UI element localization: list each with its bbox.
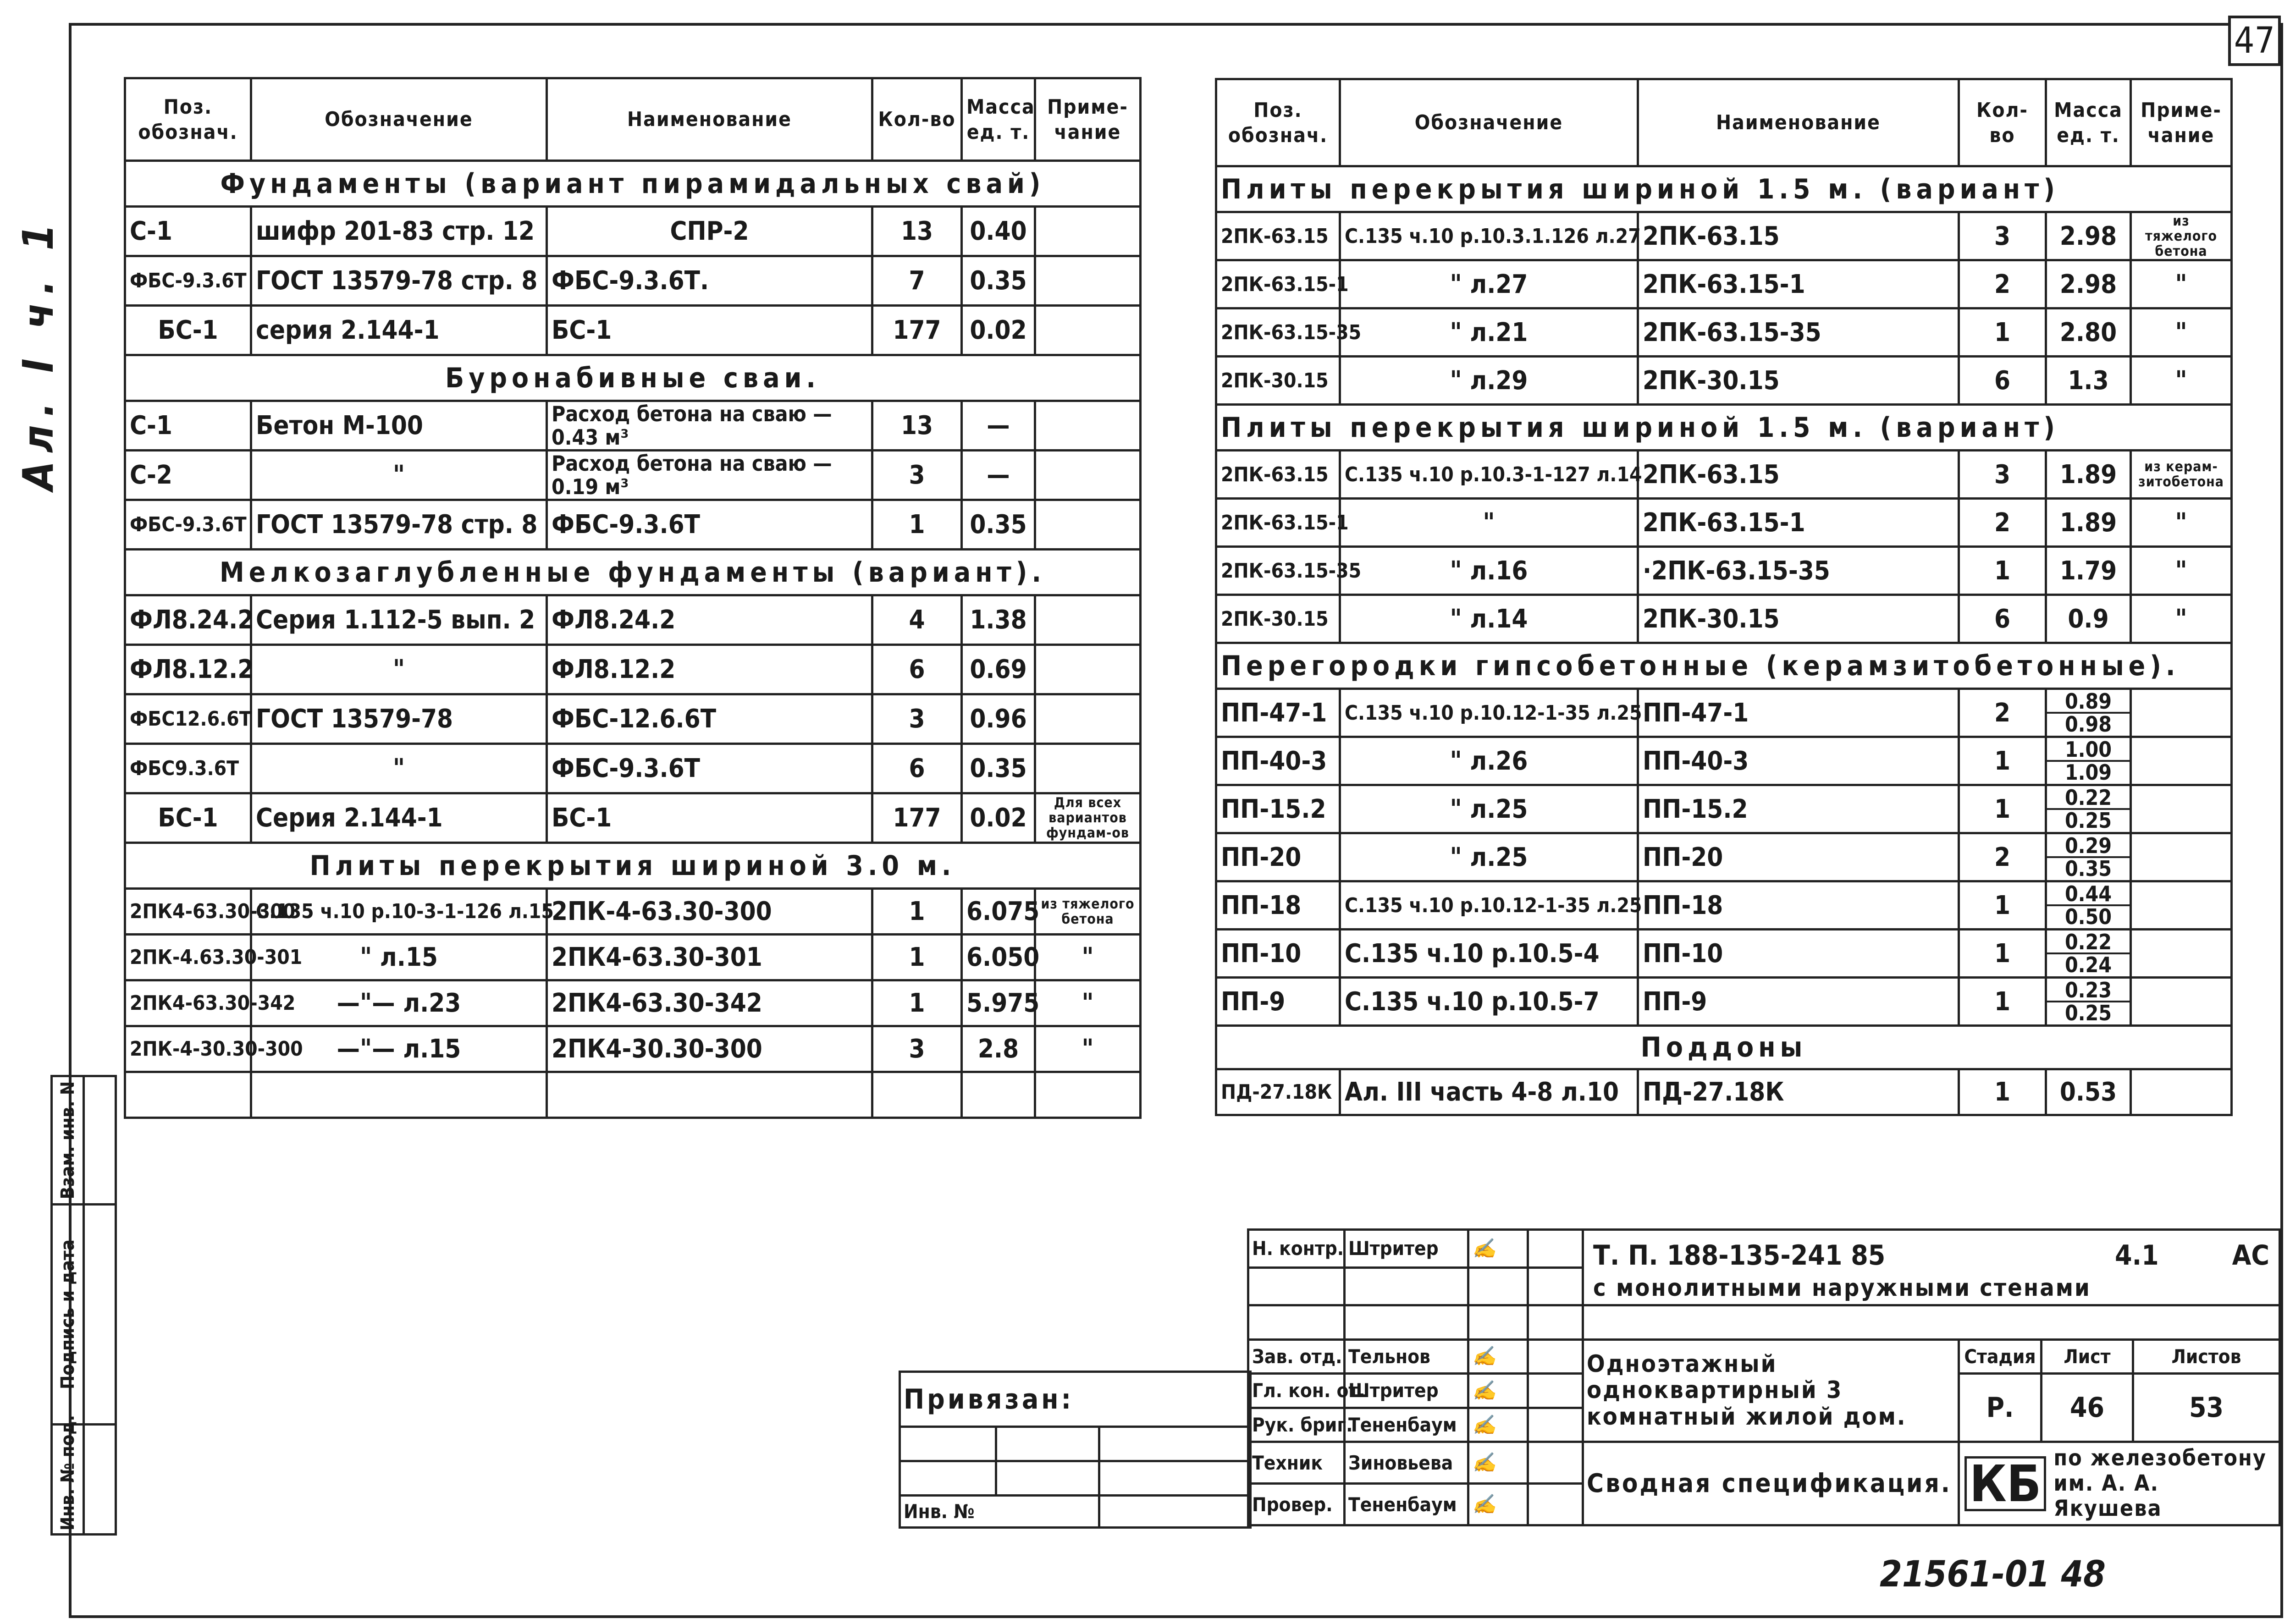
table-cell: С-2 xyxy=(125,451,251,500)
table-cell: Расход бетона на сваю — 0.43 м³ xyxy=(547,401,872,451)
table-cell: из тяжелого бетона xyxy=(1035,889,1141,935)
table-cell: С.135 ч.10 р.10.3.1.126 л.27 xyxy=(1340,212,1638,260)
header-pos: Поз. обознач. xyxy=(125,78,251,161)
table-row xyxy=(1216,833,2232,881)
table-cell: 2 xyxy=(1959,499,2046,547)
table-cell: 2ПК-63.15-35 xyxy=(1638,308,1959,357)
table-cell: " л.21 xyxy=(1340,308,1638,357)
mass-fraction-value: 1.00 xyxy=(2047,739,2130,762)
table-cell: " xyxy=(1035,935,1141,980)
table-cell: 0.35 xyxy=(962,500,1035,550)
table-cell: 6 xyxy=(1959,357,2046,405)
section-title: Плиты перекрытия шириной 1.5 м. (вариант) xyxy=(1216,405,2232,451)
table-cell: ФБС-9.3.6Т xyxy=(125,500,251,550)
table-cell: 2ПК-30.15 xyxy=(1216,357,1340,405)
table-cell: ПП-9 xyxy=(1216,978,1340,1026)
mass-fraction-value: 0.25 xyxy=(2064,808,2112,833)
table-cell: 2.80 xyxy=(2046,308,2131,357)
table-cell: ГОСТ 13579-78 стр. 8 xyxy=(251,500,547,550)
table-cell: ПП-10 xyxy=(1216,930,1340,978)
table-cell: Для всех вариантов фундам-ов xyxy=(1035,793,1141,843)
mass-fraction-value: 0.44 xyxy=(2047,883,2130,906)
table-cell: С.135 ч.10 р.10.12-1-35 л.25 xyxy=(1340,689,1638,737)
table-cell: С-1 xyxy=(125,207,251,256)
table-cell: 2ПК-63.15-1 xyxy=(1638,499,1959,547)
table-cell: " л.16 xyxy=(1340,547,1638,595)
table-cell xyxy=(2131,1069,2232,1115)
table-cell xyxy=(1035,645,1141,694)
table-row xyxy=(125,207,1141,256)
table-cell: С-1 xyxy=(125,401,251,451)
mass-fraction-value: 0.29 xyxy=(2047,835,2130,858)
mass-fraction-value: 0.89 xyxy=(2047,691,2130,714)
table-cell: 13 xyxy=(872,401,962,451)
table-cell: " xyxy=(251,744,547,793)
table-cell: ПП-10 xyxy=(1638,930,1959,978)
table-cell: Бетон М-100 xyxy=(251,401,547,451)
person-name: Тельнов xyxy=(1345,1339,1468,1374)
table-cell: ПП-40-3 xyxy=(1216,737,1340,785)
section-title: Перегородки гипсобетонные (керамзитобетонные). xyxy=(1216,643,2232,689)
table-cell: Ал. III часть 4-8 л.10 xyxy=(1340,1069,1638,1115)
table-cell: ФБС-9.3.6Т. xyxy=(547,256,872,306)
attached-label: Привязан: xyxy=(900,1372,1251,1427)
table-cell: ФБС-9.3.6Т xyxy=(547,500,872,550)
table-cell: 2 xyxy=(1959,260,2046,308)
mass-fraction-value: 0.24 xyxy=(2064,952,2112,977)
signature: ✍ xyxy=(1468,1339,1528,1374)
table-row xyxy=(125,935,1141,980)
stage-value: Р. xyxy=(1959,1374,2042,1442)
table-cell: " л.25 xyxy=(1340,833,1638,881)
table-cell: ГОСТ 13579-78 xyxy=(251,694,547,744)
table-cell: 2ПК-30.15 xyxy=(1638,595,1959,643)
table-cell: ФБС-9.3.6Т xyxy=(125,256,251,306)
table-cell: 2ПК-30.15 xyxy=(1216,595,1340,643)
table-cell: " xyxy=(2131,357,2232,405)
table-cell: 1.89 xyxy=(2046,451,2131,499)
table-cell: 2ПК-4-63.30-300 xyxy=(547,889,872,935)
table-cell: 2ПК-63.15 xyxy=(1216,451,1340,499)
table-cell: 2ПК-63.15-1 xyxy=(1216,260,1340,308)
header-mass: Масса ед. т. xyxy=(962,78,1035,161)
table-cell: ПП-9 xyxy=(1638,978,1959,1026)
table-cell: БС-1 xyxy=(547,306,872,355)
stamp-replace-label: Взам. инв. N xyxy=(52,1076,84,1205)
section-title: Мелкозаглубленные фундаменты (вариант). xyxy=(125,550,1141,595)
table-row xyxy=(125,694,1141,744)
table-cell: Серия 1.112-5 вып. 2 xyxy=(251,595,547,645)
table-cell: С.135 ч.10 р.10.12-1-35 л.25 xyxy=(1340,881,1638,930)
attached-block xyxy=(899,1371,1252,1529)
table-cell: С.135 ч.10 р.10-3-1-126 л.15 xyxy=(251,889,547,935)
table-cell: — xyxy=(962,401,1035,451)
table-cell: 6.075 xyxy=(962,889,1035,935)
project-name: Одноэтажный одноквартирный 3 комнатный жилой дом. xyxy=(1583,1339,1959,1442)
sheet-code: 4.1 xyxy=(2115,1239,2159,1272)
mass-fraction-value: 0.22 xyxy=(2047,931,2130,954)
table-cell: 2ПК-63.15-1 xyxy=(1638,260,1959,308)
table-row xyxy=(1216,499,2232,547)
page-number: 47 xyxy=(2228,16,2281,66)
table-row xyxy=(1216,978,2232,1026)
table-cell: " л.26 xyxy=(1340,737,1638,785)
table-row xyxy=(125,500,1141,550)
table-row xyxy=(125,451,1141,500)
table-cell: ПП-18 xyxy=(1216,881,1340,930)
sheets-label: Листов xyxy=(2133,1339,2280,1374)
table-row xyxy=(1216,785,2232,833)
table-cell: ФБС-12.6.6Т xyxy=(547,694,872,744)
table-cell: " xyxy=(1035,1026,1141,1072)
table-cell: ФБС12.6.6Т xyxy=(125,694,251,744)
table-row xyxy=(1216,212,2232,260)
table-cell: ФЛ8.12.2 xyxy=(125,645,251,694)
mass-fraction-value: 0.98 xyxy=(2064,712,2112,737)
person-name: Штритер xyxy=(1345,1374,1468,1408)
organization-name: по железобетону им. А. А. Якушева xyxy=(2053,1445,2267,1522)
table-cell xyxy=(1035,451,1141,500)
table-cell: С.135 ч.10 р.10.5-7 xyxy=(1340,978,1638,1026)
table-cell: " xyxy=(1340,499,1638,547)
table-cell: 0.35 xyxy=(962,744,1035,793)
table-cell: 1 xyxy=(872,500,962,550)
section-title: Поддоны xyxy=(1216,1026,2232,1069)
header-name: Наименование xyxy=(1638,79,1959,166)
table-cell: " xyxy=(251,451,547,500)
document-title: Сводная спецификация. xyxy=(1583,1442,1959,1525)
table-cell: 1 xyxy=(1959,737,2046,785)
table-cell: 3 xyxy=(872,694,962,744)
table-cell: " xyxy=(2131,547,2232,595)
table-cell: из керам-зитобетона xyxy=(2131,451,2232,499)
table-cell: " xyxy=(251,645,547,694)
mass-fraction-value: 0.22 xyxy=(2047,787,2130,810)
stage-label: Стадия xyxy=(1959,1339,2042,1374)
table-cell xyxy=(1035,306,1141,355)
role-label: Техник xyxy=(1248,1442,1345,1484)
signature: ✍ xyxy=(1468,1442,1528,1484)
person-name: Тененбаум xyxy=(1345,1408,1468,1442)
table-cell: ФЛ8.12.2 xyxy=(547,645,872,694)
table-cell: ПП-47-1 xyxy=(1638,689,1959,737)
table-cell: 2.8 xyxy=(962,1026,1035,1072)
table-cell: 2 xyxy=(1959,689,2046,737)
table-cell: ФЛ8.24.2 xyxy=(125,595,251,645)
table-row xyxy=(125,256,1141,306)
header-name: Наименование xyxy=(547,78,872,161)
project-subtitle: с монолитными наружными стенами xyxy=(1593,1274,2091,1302)
mass-fraction-value: 0.23 xyxy=(2047,980,2130,1002)
table-cell: БС-1 xyxy=(125,306,251,355)
table-cell: ФБС-9.3.6Т xyxy=(547,744,872,793)
stamp-inv-label: Инв. № под. xyxy=(52,1425,84,1535)
side-stamp xyxy=(50,1077,115,1536)
table-cell: 2.98 xyxy=(2046,260,2131,308)
table-cell: ПП-15.2 xyxy=(1216,785,1340,833)
table-row xyxy=(125,889,1141,935)
table-cell: 2.98 xyxy=(2046,212,2131,260)
header-note: Приме-чание xyxy=(2131,79,2232,166)
table-cell: 2 xyxy=(1959,833,2046,881)
table-cell xyxy=(1035,401,1141,451)
table-row xyxy=(125,401,1141,451)
table-cell: 2ПК-63.15-35 xyxy=(1216,547,1340,595)
right-spec-table xyxy=(1215,78,2233,1116)
table-cell: ПП-20 xyxy=(1638,833,1959,881)
table-cell xyxy=(1035,694,1141,744)
archive-number: 21561-01 48 xyxy=(1880,1554,2106,1595)
album-note: Ал. I ч. 1 xyxy=(14,215,63,490)
table-cell: 177 xyxy=(872,793,962,843)
table-cell: 1 xyxy=(1959,930,2046,978)
mass-fraction-value: 0.50 xyxy=(2064,904,2112,929)
table-cell: Серия 2.144-1 xyxy=(251,793,547,843)
table-cell: 3 xyxy=(1959,451,2046,499)
table-cell: 3 xyxy=(872,451,962,500)
table-cell: ПП-47-1 xyxy=(1216,689,1340,737)
table-cell: ФБС9.3.6Т xyxy=(125,744,251,793)
table-cell: из тяжелого бетона xyxy=(2131,212,2232,260)
table-cell: 2ПК-63.15-1 xyxy=(1216,499,1340,547)
table-cell: 6.050 xyxy=(962,935,1035,980)
table-row xyxy=(1216,737,2232,785)
table-cell: Расход бетона на сваю — 0.19 м³ xyxy=(547,451,872,500)
table-cell: 2ПК-63.15 xyxy=(1638,212,1959,260)
table-cell: 2ПК4-30.30-300 xyxy=(547,1026,872,1072)
table-cell: 2ПК4-63.30-342 xyxy=(125,980,251,1026)
table-cell: СПР-2 xyxy=(547,207,872,256)
table-cell xyxy=(1035,500,1141,550)
table-cell: 6 xyxy=(1959,595,2046,643)
role-label: Провер. xyxy=(1248,1484,1345,1525)
table-cell: С.135 ч.10 р.10.5-4 xyxy=(1340,930,1638,978)
left-spec-table xyxy=(124,77,1142,1119)
table-cell: " xyxy=(1035,980,1141,1026)
table-cell: БС-1 xyxy=(547,793,872,843)
table-cell: —"— л.15 xyxy=(251,1026,547,1072)
table-cell: 13 xyxy=(872,207,962,256)
table-row xyxy=(125,793,1141,843)
table-cell: 2ПК4-63.30-300 xyxy=(125,889,251,935)
inventory-label: Инв. № xyxy=(900,1496,1099,1528)
table-cell: серия 2.144-1 xyxy=(251,306,547,355)
table-cell: 5.975 xyxy=(962,980,1035,1026)
table-cell: 1 xyxy=(872,980,962,1026)
table-cell: 0.02 xyxy=(962,793,1035,843)
table-cell: 177 xyxy=(872,306,962,355)
table-cell: " xyxy=(2131,595,2232,643)
table-cell: ПП-15.2 xyxy=(1638,785,1959,833)
table-cell xyxy=(1035,256,1141,306)
table-cell: 1 xyxy=(1959,547,2046,595)
table-cell: 1 xyxy=(1959,785,2046,833)
org-logo: КБ xyxy=(1964,1456,2046,1511)
table-cell: 2ПК4-63.30-301 xyxy=(547,935,872,980)
table-cell: 3 xyxy=(1959,212,2046,260)
table-cell: 1.89 xyxy=(2046,499,2131,547)
table-cell: " xyxy=(2131,308,2232,357)
table-cell xyxy=(1035,207,1141,256)
table-cell: 0.53 xyxy=(2046,1069,2131,1115)
table-row xyxy=(1216,357,2232,405)
table-cell: ·2ПК-63.15-35 xyxy=(1638,547,1959,595)
person-name: Штритер xyxy=(1345,1230,1468,1268)
table-cell: 2ПК-63.15 xyxy=(1216,212,1340,260)
table-cell xyxy=(1035,595,1141,645)
section-title: Фундаменты (вариант пирамидальных свай) xyxy=(125,161,1141,207)
table-cell: — xyxy=(962,451,1035,500)
table-cell: 2ПК-4.63.30-301 xyxy=(125,935,251,980)
signature: ✍ xyxy=(1468,1408,1528,1442)
header-qty: Кол-во xyxy=(872,78,962,161)
table-cell: С.135 ч.10 р.10.3-1-127 л.14 xyxy=(1340,451,1638,499)
signature: ✍ xyxy=(1468,1230,1528,1268)
sheet-value: 46 xyxy=(2042,1374,2133,1442)
table-cell: 3 xyxy=(872,1026,962,1072)
section-title: Плиты перекрытия шириной 1.5 м. (вариант) xyxy=(1216,166,2232,212)
role-label: Зав. отд. xyxy=(1248,1339,1345,1374)
table-row xyxy=(125,306,1141,355)
table-cell: 1.38 xyxy=(962,595,1035,645)
table-cell: ПП-40-3 xyxy=(1638,737,1959,785)
section-title: Плиты перекрытия шириной 3.0 м. xyxy=(125,843,1141,889)
table-cell: " xyxy=(2131,260,2232,308)
mass-fraction-value: 0.35 xyxy=(2064,856,2112,881)
header-note: Приме-чание xyxy=(1035,78,1141,161)
person-name: Зиновьева xyxy=(1345,1442,1468,1484)
role-label: Гл. кон. от. xyxy=(1248,1374,1345,1408)
table-row-empty xyxy=(125,1072,1141,1118)
table-cell: 1 xyxy=(872,935,962,980)
table-row xyxy=(125,980,1141,1026)
table-row xyxy=(1216,881,2232,930)
table-cell: 0.69 xyxy=(962,645,1035,694)
table-cell: ФЛ8.24.2 xyxy=(547,595,872,645)
table-row xyxy=(125,645,1141,694)
table-cell: 6 xyxy=(872,744,962,793)
table-cell: " xyxy=(2131,499,2232,547)
table-cell: 1 xyxy=(1959,978,2046,1026)
table-cell: " л.15 xyxy=(251,935,547,980)
table-row xyxy=(125,744,1141,793)
person-name: Тененбаум xyxy=(1345,1484,1468,1525)
table-cell: 0.40 xyxy=(962,207,1035,256)
table-cell: 2ПК-63.15-35 xyxy=(1216,308,1340,357)
table-cell: 1 xyxy=(1959,881,2046,930)
signature: ✍ xyxy=(1468,1484,1528,1525)
table-row xyxy=(1216,260,2232,308)
table-cell: " л.29 xyxy=(1340,357,1638,405)
table-row xyxy=(125,595,1141,645)
table-row xyxy=(1216,595,2232,643)
header-designation: Обозначение xyxy=(1340,79,1638,166)
sheets-value: 53 xyxy=(2133,1374,2280,1442)
table-cell: 0.02 xyxy=(962,306,1035,355)
title-block xyxy=(1247,1228,2281,1526)
mass-fraction-value: 0.25 xyxy=(2064,1001,2112,1025)
table-cell: " л.14 xyxy=(1340,595,1638,643)
table-cell xyxy=(1035,744,1141,793)
table-cell: 6 xyxy=(872,645,962,694)
table-cell: 7 xyxy=(872,256,962,306)
header-designation: Обозначение xyxy=(251,78,547,161)
table-cell: " л.27 xyxy=(1340,260,1638,308)
section-title: Буронабивные сваи. xyxy=(125,355,1141,401)
table-cell: ПД-27.18К xyxy=(1216,1069,1340,1115)
table-cell: 1 xyxy=(1959,1069,2046,1115)
table-row xyxy=(1216,930,2232,978)
table-cell: 2ПК4-63.30-342 xyxy=(547,980,872,1026)
header-pos: Поз. обознач. xyxy=(1216,79,1340,166)
table-cell: шифр 201-83 стр. 12 xyxy=(251,207,547,256)
table-cell: ПП-18 xyxy=(1638,881,1959,930)
table-cell: ПД-27.18К xyxy=(1638,1069,1959,1115)
table-cell: 0.96 xyxy=(962,694,1035,744)
signature: ✍ xyxy=(1468,1374,1528,1408)
table-cell: —"— л.23 xyxy=(251,980,547,1026)
role-label: Рук. бриг. xyxy=(1248,1408,1345,1442)
table-row xyxy=(1216,689,2232,737)
table-cell: ПП-20 xyxy=(1216,833,1340,881)
table-cell: 1 xyxy=(872,889,962,935)
table-row xyxy=(125,1026,1141,1072)
table-cell: 0.35 xyxy=(962,256,1035,306)
stamp-sign-label: Подпись и дата xyxy=(52,1205,84,1425)
table-cell: 1 xyxy=(1959,308,2046,357)
discipline-code: АС xyxy=(2232,1239,2270,1272)
table-cell: 0.9 xyxy=(2046,595,2131,643)
header-qty: Кол-во xyxy=(1959,79,2046,166)
table-cell: 2ПК-30.15 xyxy=(1638,357,1959,405)
mass-fraction-value: 1.09 xyxy=(2064,760,2112,785)
table-row xyxy=(1216,308,2232,357)
table-cell: БС-1 xyxy=(125,793,251,843)
table-row xyxy=(1216,1069,2232,1115)
table-cell: ГОСТ 13579-78 стр. 8 xyxy=(251,256,547,306)
table-row xyxy=(1216,547,2232,595)
table-cell: " л.25 xyxy=(1340,785,1638,833)
table-row xyxy=(1216,451,2232,499)
table-cell: 1.79 xyxy=(2046,547,2131,595)
header-mass: Масса ед. т. xyxy=(2046,79,2131,166)
project-code: Т. П. 188-135-241 85 xyxy=(1593,1239,1886,1272)
table-cell: 2ПК-63.15 xyxy=(1638,451,1959,499)
table-cell: 1.3 xyxy=(2046,357,2131,405)
table-cell: 2ПК-4-30.30-300 xyxy=(125,1026,251,1072)
sheet-label: Лист xyxy=(2042,1339,2133,1374)
table-cell: 4 xyxy=(872,595,962,645)
role-label: Н. контр. xyxy=(1248,1230,1345,1268)
